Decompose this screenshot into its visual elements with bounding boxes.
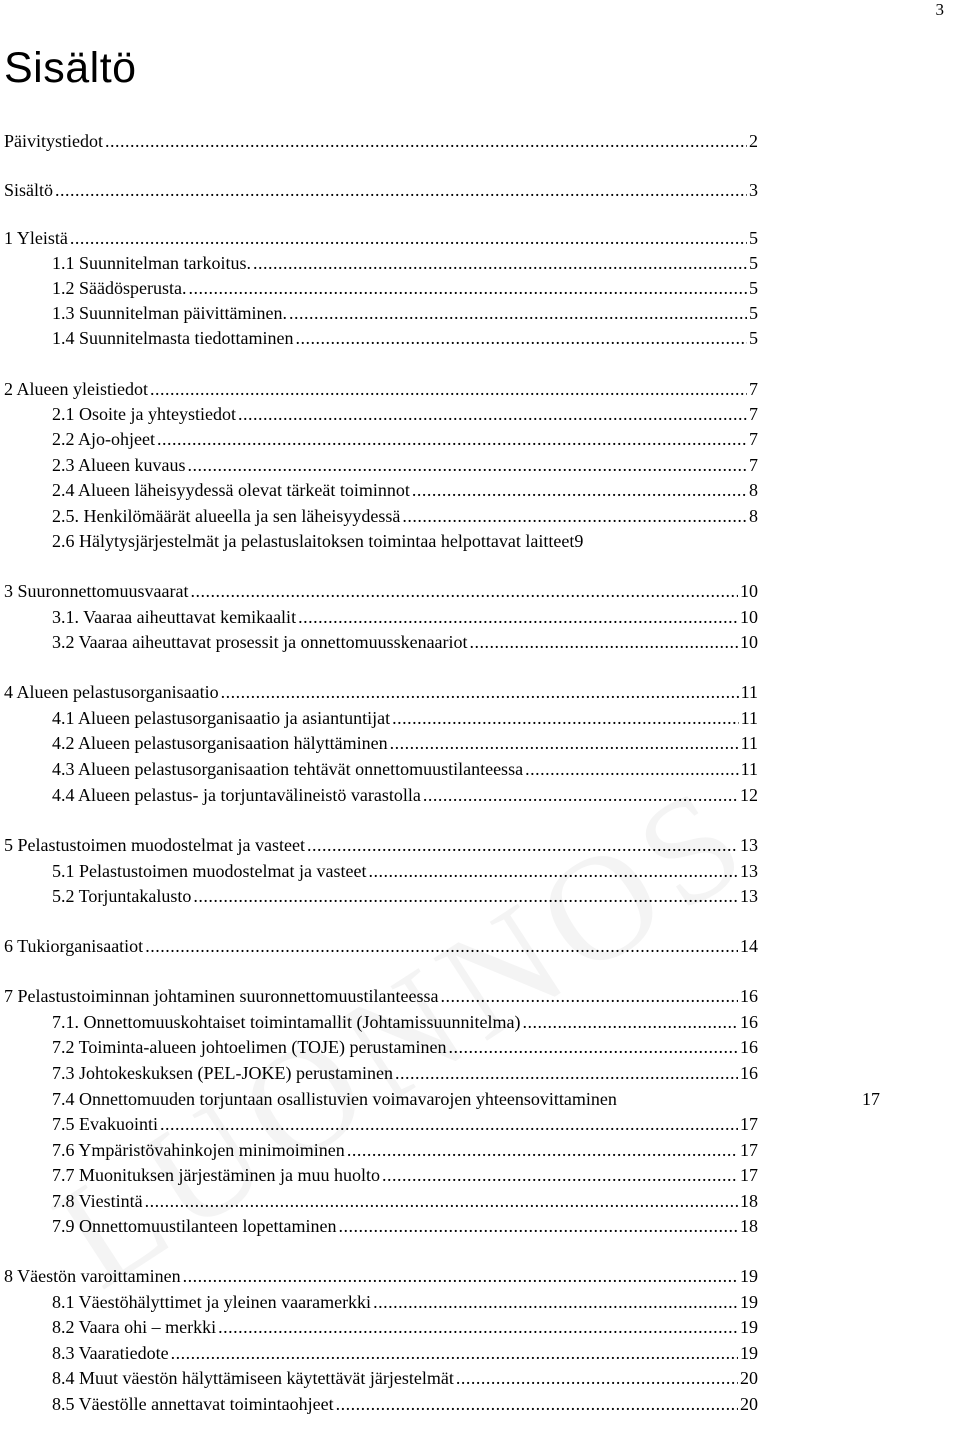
toc-entry-title: 7.7 Muonituksen järjestäminen ja muu huolto (52, 1165, 380, 1185)
toc-entry-page: 19 (740, 1317, 758, 1337)
toc-dot-leader (470, 631, 738, 653)
toc-entry-page: 7 (749, 455, 758, 475)
toc-dot-leader (336, 1393, 738, 1415)
toc-dot-leader (157, 428, 747, 450)
toc-dot-leader (187, 454, 747, 476)
toc-entry-page: 7 (749, 379, 758, 399)
toc-entry-page: 10 (740, 632, 758, 652)
toc-entry-page: 11 (740, 708, 758, 728)
toc-entry-page: 5 (749, 303, 758, 323)
toc-entry-title: 4.1 Alueen pelastusorganisaatio ja asiantuntijat (52, 708, 391, 728)
toc-entry[interactable] (52, 277, 758, 299)
toc-entry[interactable] (4, 130, 758, 152)
toc-entry-page: 7 (749, 429, 758, 449)
toc-dot-leader (347, 1139, 738, 1161)
toc-entry[interactable] (52, 784, 758, 806)
page-number: 3 (935, 0, 944, 19)
toc-entry-title: 4.4 Alueen pelastus- ja torjuntavälineistö varastolla (52, 785, 421, 805)
toc-entry-title: 8 Väestön varoittaminen (4, 1266, 181, 1286)
toc-entry-title: 8.4 Muut väestön hälyttämiseen käytettävät järjestelmät (52, 1368, 454, 1388)
toc-dot-leader (171, 1342, 738, 1364)
toc-dot-leader (368, 860, 738, 882)
toc-entry[interactable] (52, 1139, 758, 1161)
toc-entry-title: Sisältö (4, 180, 54, 200)
toc-entry[interactable] (4, 378, 758, 400)
toc-entry[interactable] (4, 1265, 758, 1287)
toc-entry-page: 11 (740, 682, 758, 702)
toc-entry-title: 7.1. Onnettomuuskohtaiset toimintamallit (Johtamissuunnitelma) (52, 1012, 521, 1032)
toc-entry-title: 1.2 Säädösperusta. (52, 278, 187, 298)
toc-entry[interactable] (4, 179, 758, 201)
toc-entry[interactable] (52, 758, 758, 780)
toc-entry[interactable] (52, 505, 758, 527)
toc-entry-title: 2.1 Osoite ja yhteystiedot (52, 404, 236, 424)
toc-dot-leader (188, 277, 747, 299)
toc-entry-page: 13 (740, 886, 758, 906)
toc-entry-page: 18 (740, 1216, 758, 1236)
toc-entry-page: 5 (749, 328, 758, 348)
toc-dot-leader (105, 130, 747, 152)
toc-entry[interactable] (52, 1036, 758, 1058)
toc-dot-leader (253, 252, 747, 274)
toc-entry-title: 2.2 Ajo-ohjeet (52, 429, 155, 449)
toc-entry-page: 13 (740, 861, 758, 881)
toc-entry-title: 1.1 Suunnitelman tarkoitus. (52, 253, 251, 273)
toc-entry[interactable] (52, 252, 758, 274)
toc-entry[interactable] (52, 606, 758, 628)
toc-entry-title: 5.1 Pelastustoimen muodostelmat ja vasteet (52, 861, 367, 881)
toc-entry[interactable] (52, 1011, 758, 1033)
toc-entry-title: Päivitystiedot (4, 131, 103, 151)
toc-entry[interactable] (52, 1190, 758, 1212)
toc-entry[interactable] (52, 1062, 758, 1084)
toc-entry-page: 17 (740, 1114, 758, 1134)
toc-entry-page: 14 (740, 936, 758, 956)
toc-entry-title: 3.1. Vaaraa aiheuttavat kemikaalit (52, 607, 297, 627)
toc-entry-title: 2.3 Alueen kuvaus (52, 455, 186, 475)
toc-entry[interactable] (4, 681, 758, 703)
toc-entry-page: 2 (749, 131, 758, 151)
toc-entry-title: 2 Alueen yleistiedot (4, 379, 148, 399)
toc-dot-leader (150, 378, 747, 400)
toc-entry[interactable] (52, 1088, 617, 1110)
toc-entry-page: 9 (574, 531, 584, 551)
toc-entry[interactable] (52, 1367, 758, 1389)
toc-entry[interactable] (52, 327, 758, 349)
toc-entry-page: 11 (740, 733, 758, 753)
toc-dot-leader (221, 681, 739, 703)
toc-entry-title: 1.3 Suunnitelman päivittäminen. (52, 303, 287, 323)
toc-entry-page: 17 (740, 1165, 758, 1185)
toc-entry-page: 12 (740, 785, 758, 805)
toc-dot-leader (456, 1367, 738, 1389)
toc-entry-page: 16 (740, 1012, 758, 1032)
toc-entry-page: 16 (740, 1037, 758, 1057)
toc-entry[interactable] (52, 1316, 758, 1338)
toc-entry[interactable] (52, 530, 583, 552)
toc-entry-page: 19 (740, 1292, 758, 1312)
toc-dot-leader (522, 1011, 738, 1033)
toc-entry-title: 1.4 Suunnitelmasta tiedottaminen (52, 328, 294, 348)
toc-entry[interactable] (52, 403, 758, 425)
toc-dot-leader (448, 1036, 738, 1058)
toc-entry-title: 4.2 Alueen pelastusorganisaation hälyttäminen (52, 733, 388, 753)
toc-entry[interactable] (52, 1291, 758, 1313)
toc-entry-title: 2.4 Alueen läheisyydessä olevat tärkeät toiminnot (52, 480, 410, 500)
toc-entry-title: 1 Yleistä (4, 228, 68, 248)
toc-dot-leader (392, 707, 739, 729)
toc-dot-leader (307, 834, 738, 856)
toc-entry[interactable] (4, 935, 758, 957)
toc-entry-title: 2.6 Hälytysjärjestelmät ja pelastuslaitoksen toimintaa helpottavat laitteet (52, 531, 575, 551)
toc-dot-leader (395, 1062, 738, 1084)
toc-entry-title: 7.5 Evakuointi (52, 1114, 158, 1134)
toc-entry[interactable] (52, 428, 758, 450)
toc-dot-leader (183, 1265, 738, 1287)
toc-entry[interactable] (52, 631, 758, 653)
toc-entry-page: 20 (740, 1368, 758, 1388)
toc-entry-page: 16 (740, 1063, 758, 1083)
toc-dot-leader (190, 580, 738, 602)
toc-entry[interactable] (52, 1215, 758, 1237)
toc-entry[interactable] (52, 1393, 758, 1415)
toc-dot-leader (373, 1291, 738, 1313)
toc-entry-page: 16 (740, 986, 758, 1006)
toc-entry-title: 8.5 Väestölle annettavat toimintaohjeet (52, 1394, 334, 1414)
toc-dot-leader (338, 1215, 738, 1237)
toc-entry-page: 3 (749, 180, 758, 200)
toc-entry-page: 8 (749, 506, 758, 526)
toc-entry[interactable] (4, 580, 758, 602)
toc-dot-leader (289, 302, 747, 324)
toc-entry[interactable] (52, 860, 758, 882)
toc-dot-leader (440, 985, 738, 1007)
toc-entry-title: 8.3 Vaaratiedote (52, 1343, 169, 1363)
toc-dot-leader (238, 403, 747, 425)
toc-entry-title: 8.2 Vaara ohi – merkki (52, 1317, 217, 1337)
toc-entry-title: 7.2 Toiminta-alueen johtoelimen (TOJE) perustaminen (52, 1037, 447, 1057)
toc-entry-page: 19 (740, 1343, 758, 1363)
toc-entry[interactable] (52, 885, 758, 907)
toc-entry-page: 17 (740, 1140, 758, 1160)
toc-dot-leader (298, 606, 738, 628)
toc-entry-page-detached: 17 (862, 1089, 880, 1109)
toc-dot-leader (525, 758, 739, 780)
toc-entry-title: 6 Tukiorganisaatiot (4, 936, 144, 956)
toc-entry-title: 4.3 Alueen pelastusorganisaation tehtävät onnettomuustilanteessa (52, 759, 524, 779)
toc-entry-page: 18 (740, 1191, 758, 1211)
toc-entry-title: 7.3 Johtokeskuksen (PEL-JOKE) perustaminen (52, 1063, 393, 1083)
toc-dot-leader (402, 505, 747, 527)
toc-dot-leader (70, 227, 747, 249)
toc-entry[interactable] (4, 227, 758, 249)
toc-dot-leader (382, 1164, 738, 1186)
toc-entry[interactable] (52, 1164, 758, 1186)
toc-entry[interactable] (52, 732, 758, 754)
toc-entry-title: 2.5. Henkilömäärät alueella ja sen läheisyydessä (52, 506, 401, 526)
toc-entry[interactable] (52, 1342, 758, 1364)
toc-entry-title: 7.6 Ympäristövahinkojen minimoiminen (52, 1140, 345, 1160)
toc-dot-leader (412, 479, 747, 501)
toc-entry-title: 7.4 Onnettomuuden torjuntaan osallistuvien voimavarojen yhteensovittaminen (52, 1089, 617, 1109)
toc-dot-leader (145, 1190, 738, 1212)
toc-entry[interactable] (52, 454, 758, 476)
toc-entry-page: 5 (749, 228, 758, 248)
toc-entry-page: 5 (749, 278, 758, 298)
toc-dot-leader (218, 1316, 738, 1338)
toc-entry-title: 3.2 Vaaraa aiheuttavat prosessit ja onnettomuusskenaariot (52, 632, 468, 652)
toc-entry-title: 5 Pelastustoimen muodostelmat ja vasteet (4, 835, 305, 855)
toc-entry-page: 8 (749, 480, 758, 500)
page-title: Sisältö (4, 44, 137, 92)
toc-entry-title: 7 Pelastustoiminnan johtaminen suuronnettomuustilanteessa (4, 986, 439, 1006)
toc-entry-page: 19 (740, 1266, 758, 1286)
toc-dot-leader (423, 784, 738, 806)
toc-entry[interactable] (4, 834, 758, 856)
toc-entry-page: 5 (749, 253, 758, 273)
toc-dot-leader (145, 935, 738, 957)
toc-entry[interactable] (52, 1113, 758, 1135)
toc-entry[interactable] (52, 707, 758, 729)
toc-entry-title: 4 Alueen pelastusorganisaatio (4, 682, 219, 702)
toc-entry-page: 20 (740, 1394, 758, 1414)
toc-entry-title: 8.1 Väestöhälyttimet ja yleinen vaaramerkki (52, 1292, 372, 1312)
toc-entry-title: 5.2 Torjuntakalusto (52, 886, 192, 906)
toc-entry-title: 7.9 Onnettomuustilanteen lopettaminen (52, 1216, 337, 1236)
toc-dot-leader (390, 732, 739, 754)
toc-dot-leader (55, 179, 747, 201)
toc-entry-title: 7.8 Viestintä (52, 1191, 143, 1211)
toc-dot-leader (295, 327, 747, 349)
toc-entry[interactable] (4, 985, 758, 1007)
toc-entry-page: 10 (740, 607, 758, 627)
toc-dot-leader (160, 1113, 738, 1135)
toc-entry-page: 11 (740, 759, 758, 779)
toc-entry[interactable] (52, 302, 758, 324)
toc-entry-page: 7 (749, 404, 758, 424)
toc-entry-page: 13 (740, 835, 758, 855)
toc-dot-leader (193, 885, 738, 907)
toc-entry-title: 3 Suuronnettomuusvaarat (4, 581, 189, 601)
toc-entry-page: 10 (740, 581, 758, 601)
toc-entry[interactable] (52, 479, 758, 501)
